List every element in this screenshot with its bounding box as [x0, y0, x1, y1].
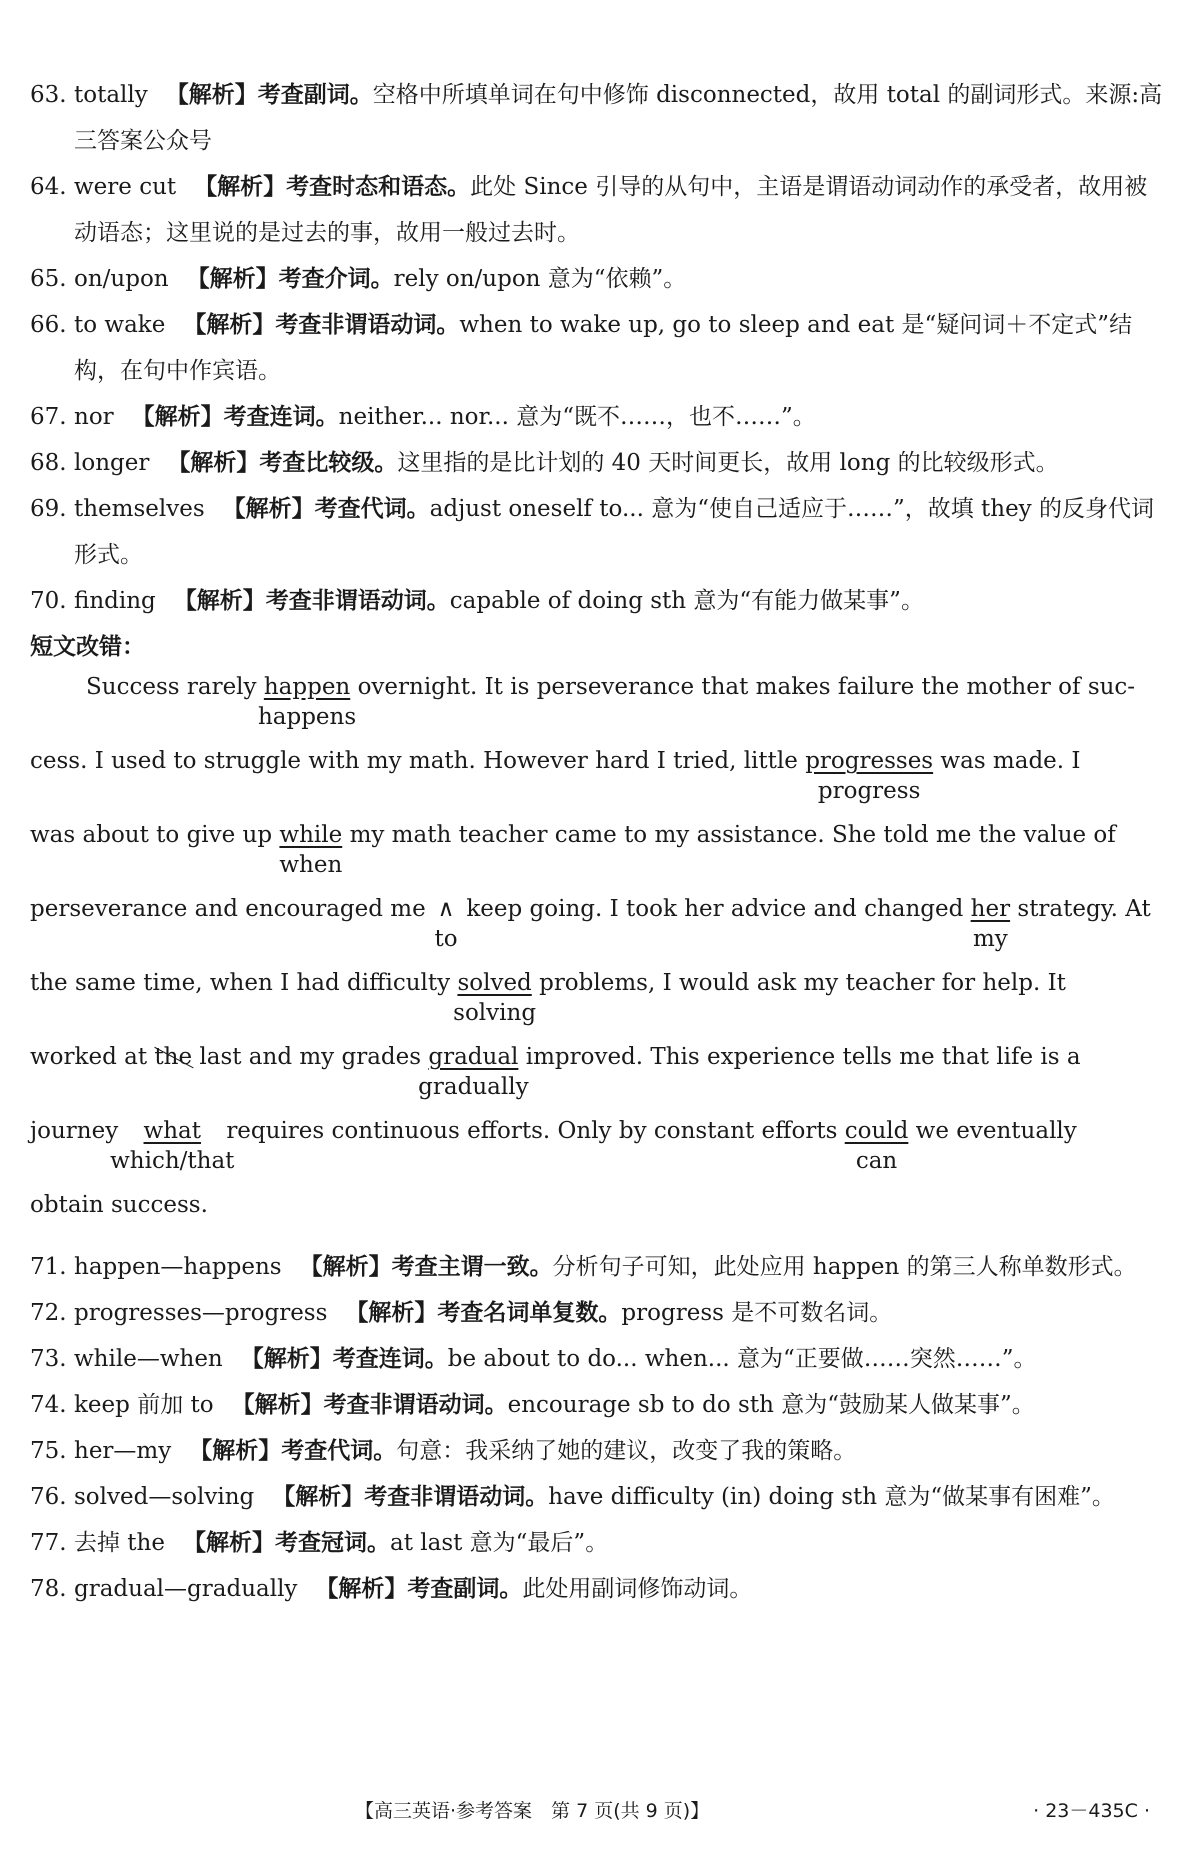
item-tag: 【解析】考查连词。 [131, 404, 339, 430]
essay-line [30, 674, 1170, 748]
marked-word [970, 896, 1011, 952]
answer-item-75 [30, 1428, 1170, 1474]
essay-text: the same time, when I had difficulty [30, 970, 451, 996]
essay-text: was made. I [940, 748, 1081, 774]
item-number: 72. [30, 1300, 67, 1326]
item-tag: 【解析】考查副词。 [315, 1576, 523, 1602]
deleted-word [154, 1044, 192, 1070]
item-number: 64. [30, 174, 67, 200]
correction: happens [257, 704, 357, 730]
answer-item-73 [30, 1336, 1170, 1382]
essay-text: problems, I would ask my teacher for help. It [539, 970, 1066, 996]
essay-text: we eventually [915, 1118, 1077, 1144]
item-explanation: encourage sb to do sth 意为“鼓励某人做某事”。 [507, 1392, 1035, 1418]
essay-text: obtain success. [30, 1192, 208, 1218]
answer-item-67 [30, 394, 1170, 440]
essay-line [30, 1044, 1170, 1118]
item-answer: keep 前加 to [74, 1392, 214, 1418]
item-number: 71. [30, 1254, 67, 1280]
item-answer: progresses—progress [74, 1300, 328, 1326]
item-explanation: when to wake up, go to sleep and eat 是“疑问词＋不定式”结构，在句中作宾语。 [74, 312, 1133, 384]
correction: gradually [418, 1074, 529, 1100]
item-number: 66. [30, 312, 67, 338]
answer-item-70 [30, 578, 1170, 624]
answer-page [30, 72, 1170, 1612]
item-number: 75. [30, 1438, 67, 1464]
item-tag: 【解析】考查代词。 [222, 496, 430, 522]
answer-item-77 [30, 1520, 1170, 1566]
essay-text: last and my grades [199, 1044, 422, 1070]
item-tag: 【解析】考查名词单复数。 [345, 1300, 622, 1326]
wrong-word: what [143, 1118, 201, 1144]
correction: to [434, 926, 458, 952]
item-explanation: 分析句子可知，此处应用 happen 的第三人称单数形式。 [552, 1254, 1137, 1280]
essay-text: keep going. I took her advice and changed [466, 896, 964, 922]
correction: can [855, 1148, 898, 1174]
answer-item-65 [30, 256, 1170, 302]
wrong-word: could [844, 1118, 909, 1144]
answer-item-78 [30, 1566, 1170, 1612]
wrong-word: her [970, 896, 1011, 922]
footer-page-info: 【高三英语·参考答案 第 7 页(共 9 页)】 [355, 1800, 710, 1822]
item-explanation: 这里指的是比计划的 40 天时间更长，故用 long 的比较级形式。 [397, 450, 1059, 476]
item-tag: 【解析】考查冠词。 [182, 1530, 390, 1556]
item-tag: 【解析】考查连词。 [240, 1346, 448, 1372]
item-tag: 【解析】考查非谓语动词。 [272, 1484, 549, 1510]
item-tag: 【解析】考查介词。 [186, 266, 394, 292]
item-number: 67. [30, 404, 67, 430]
item-explanation: rely on/upon 意为“依赖”。 [393, 266, 687, 292]
item-explanation: adjust oneself to... 意为“使自己适应于……”，故填 they 的反身代词形式。 [74, 496, 1154, 568]
item-answer: solved—solving [74, 1484, 255, 1510]
marked-word [110, 1118, 235, 1174]
insert-mark [433, 896, 459, 952]
essay-text: Success rarely [86, 674, 257, 700]
answer-item-64 [30, 164, 1170, 256]
item-answer: nor [74, 404, 114, 430]
marked-word [844, 1118, 909, 1174]
essay-line [30, 748, 1170, 822]
correction: when [279, 852, 343, 878]
item-tag: 【解析】考查代词。 [189, 1438, 397, 1464]
item-explanation: have difficulty (in) doing sth 意为“做某事有困难”。 [548, 1484, 1115, 1510]
item-number: 77. [30, 1530, 67, 1556]
correction: which/that [110, 1148, 235, 1174]
items-63-70 [30, 72, 1170, 624]
essay-line [30, 970, 1170, 1044]
marked-word [453, 970, 537, 1026]
item-explanation: neither... nor... 意为“既不……，也不……”。 [338, 404, 816, 430]
marked-word [257, 674, 357, 730]
answer-item-63 [30, 72, 1170, 164]
footer-code: · 23－435C · [1033, 1800, 1150, 1822]
essay-text: worked at [30, 1044, 148, 1070]
marked-word [805, 748, 934, 804]
wrong-word: happen [263, 674, 351, 700]
essay-text: was about to give up [30, 822, 273, 848]
caret-icon: ∧ [437, 896, 455, 922]
wrong-word: progresses [805, 748, 934, 774]
essay-text: requires continuous efforts. Only by constant efforts [226, 1118, 838, 1144]
item-answer: gradual—gradually [74, 1576, 298, 1602]
essay-line [30, 896, 1170, 970]
wrong-word: solved [457, 970, 532, 996]
essay-line [30, 1118, 1170, 1192]
item-number: 65. [30, 266, 67, 292]
essay-text: improved. This experience tells me that life is a [525, 1044, 1081, 1070]
item-number: 70. [30, 588, 67, 614]
item-number: 68. [30, 450, 67, 476]
item-tag: 【解析】考查时态和语态。 [194, 174, 471, 200]
item-answer: happen—happens [74, 1254, 282, 1280]
item-answer: longer [74, 450, 150, 476]
item-answer: totally [74, 82, 148, 108]
item-number: 73. [30, 1346, 67, 1372]
correction: my [972, 926, 1008, 952]
items-71-78 [30, 1244, 1170, 1612]
item-tag: 【解析】考查比较级。 [167, 450, 398, 476]
marked-word [418, 1044, 529, 1100]
item-answer: were cut [74, 174, 177, 200]
item-answer: on/upon [74, 266, 169, 292]
item-tag: 【解析】考查主谓一致。 [299, 1254, 553, 1280]
item-number: 78. [30, 1576, 67, 1602]
correction: progress [817, 778, 921, 804]
essay-line [30, 822, 1170, 896]
item-number: 69. [30, 496, 67, 522]
item-tag: 【解析】考查非谓语动词。 [231, 1392, 508, 1418]
item-number: 74. [30, 1392, 67, 1418]
essay-text: my math teacher came to my assistance. She told me the value of [349, 822, 1116, 848]
item-answer: to wake [74, 312, 166, 338]
item-explanation: progress 是不可数名词。 [621, 1300, 893, 1326]
item-answer: her—my [74, 1438, 172, 1464]
wrong-word: gradual [428, 1044, 519, 1070]
item-answer: finding [74, 588, 156, 614]
item-explanation: be about to do... when... 意为“正要做……突然……”。 [447, 1346, 1037, 1372]
answer-item-66 [30, 302, 1170, 394]
item-answer: themselves [74, 496, 205, 522]
item-number: 76. [30, 1484, 67, 1510]
item-explanation: 此处 Since 引导的从句中，主语是谓语动词动作的承受者，故用被动语态；这里说的是过去的事，故用一般过去时。 [74, 174, 1148, 246]
marked-word [279, 822, 343, 878]
essay-text: overnight. It is perseverance that makes failure the mother of suc- [357, 674, 1136, 700]
item-explanation: at last 意为“最后”。 [389, 1530, 609, 1556]
essay-text: perseverance and encouraged me [30, 896, 426, 922]
item-tag: 【解析】考查非谓语动词。 [183, 312, 460, 338]
item-explanation: 空格中所填单词在句中修饰 disconnected，故用 total 的副词形式。来源:高三答案公众号 [74, 82, 1163, 154]
answer-item-72 [30, 1290, 1170, 1336]
essay-text: cess. I used to struggle with my math. However hard I tried, little [30, 748, 798, 774]
answer-item-68 [30, 440, 1170, 486]
item-tag: 【解析】考查非谓语动词。 [173, 588, 450, 614]
wrong-word: while [279, 822, 343, 848]
answer-item-69 [30, 486, 1170, 578]
struck-word: the [154, 1044, 193, 1070]
item-number: 63. [30, 82, 67, 108]
essay-line [30, 1192, 1170, 1244]
item-answer: while—when [74, 1346, 223, 1372]
item-tag: 【解析】考查副词。 [165, 82, 373, 108]
essay-correction [30, 674, 1170, 1244]
item-explanation: 句意：我采纳了她的建议，改变了我的策略。 [396, 1438, 857, 1464]
answer-item-76 [30, 1474, 1170, 1520]
essay-text: journey [30, 1118, 119, 1144]
item-explanation: capable of doing sth 意为“有能力做某事”。 [449, 588, 924, 614]
section-title: 短文改错： [30, 634, 145, 660]
answer-item-74 [30, 1382, 1170, 1428]
answer-item-71 [30, 1244, 1170, 1290]
item-answer: 去掉 the [74, 1530, 165, 1556]
item-explanation: 此处用副词修饰动词。 [522, 1576, 753, 1602]
essay-text: strategy. At [1017, 896, 1151, 922]
correction: solving [453, 1000, 537, 1026]
